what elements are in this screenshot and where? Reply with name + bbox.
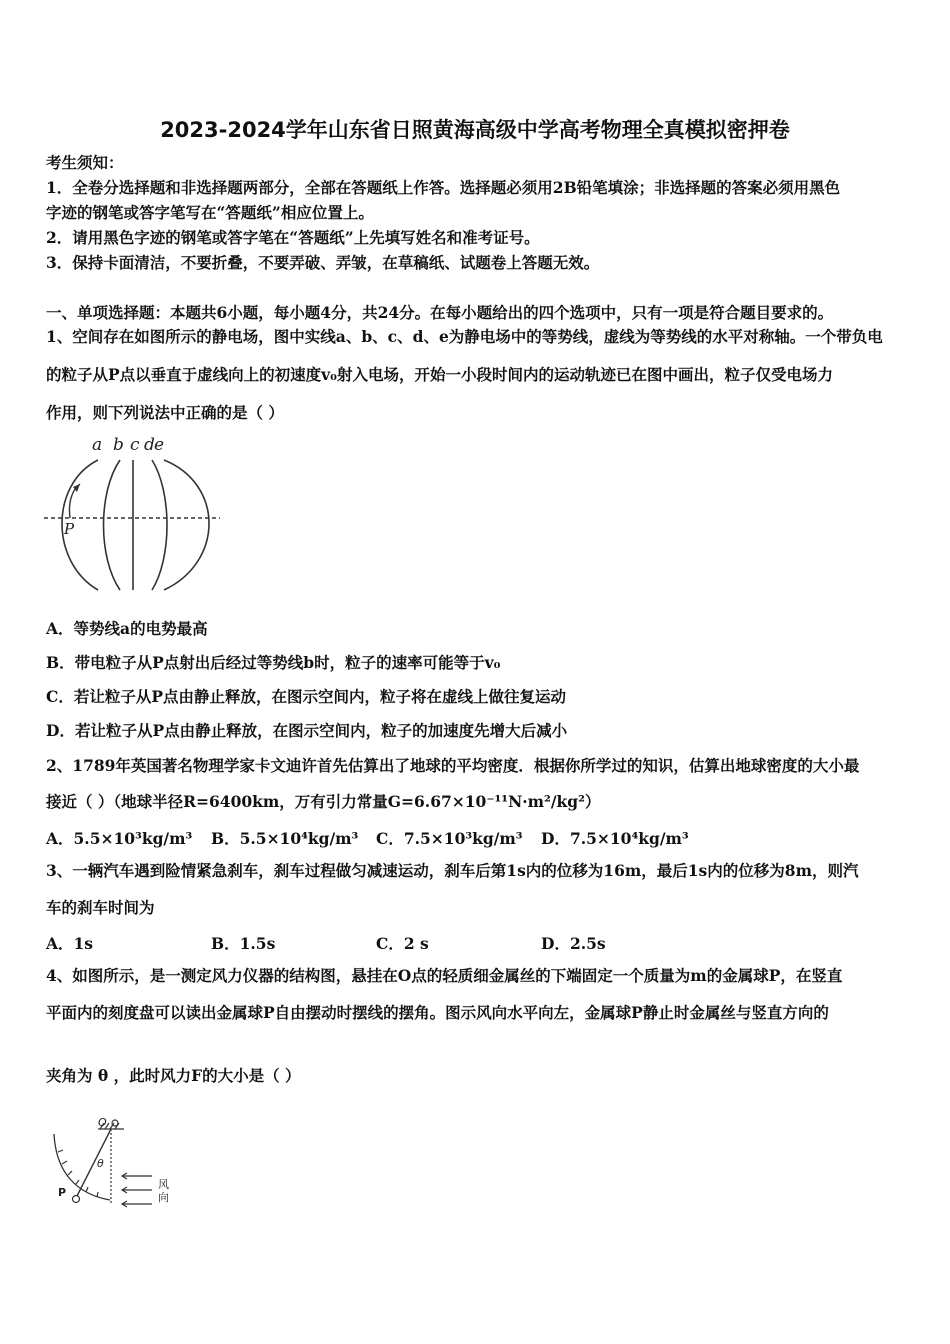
section-heading: 一、单项选择题：本题共6小题，每小题4分，共24分。在每小题给出的四个选项中，只有一项是符合题目要求的。 <box>46 303 834 322</box>
q3-option: D．2.5s <box>541 934 606 953</box>
notice-heading: 考生须知： <box>46 153 124 172</box>
label-e: e <box>154 435 165 455</box>
label-o: O <box>98 1116 107 1129</box>
label-c: c <box>130 435 140 455</box>
q4-stem-line: 平面内的刻度盘可以读出金属球P自由摆动时摆线的摆角。图示风向水平向左，金属球P静止时金属丝与竖直方向的 <box>46 1003 829 1022</box>
q1-stem-line: 1、空间存在如图所示的静电场，图中实线a、b、c、d、e为静电场中的等势线，虚线为等势线的水平对称轴。一个带负电 <box>46 327 883 346</box>
q2-stem-line: 接近（ ）（地球半径R=6400km，万有引力常量G=6.67×10⁻¹¹N·m²/kg²） <box>46 792 601 811</box>
q4-stem-line: 夹角为 θ ，此时风力F的大小是（ ） <box>46 1066 301 1085</box>
pivot-o <box>112 1120 118 1126</box>
page-title: 2023-2024学年山东省日照黄海高级中学高考物理全真模拟密押卷 <box>160 118 790 142</box>
q1-option: B．带电粒子从P点射出后经过等势线b时，粒子的速率可能等于v₀ <box>46 653 501 672</box>
q3-option: B．1.5s <box>211 934 276 953</box>
label-wind: 风 <box>158 1178 169 1191</box>
q1-stem-line: 的粒子从P点以垂直于虚线向上的初速度v₀射入电场，开始一小段时间内的运动轨迹已在图中画出，粒子仅受电场力 <box>46 365 833 384</box>
label-theta: θ <box>97 1157 104 1170</box>
metal-wire <box>77 1129 111 1196</box>
equipotential-d <box>152 460 167 590</box>
q4-stem-line: 4、如图所示，是一测定风力仪器的结构图，悬挂在O点的轻质细金属丝的下端固定一个质量为m的金属球P，在竖直 <box>46 966 843 985</box>
q3-stem-line: 车的刹车时间为 <box>46 898 155 917</box>
q4-wind-figure <box>46 1112 186 1208</box>
q1-option: C．若让粒子从P点由静止释放，在图示空间内，粒子将在虚线上做往复运动 <box>46 687 566 706</box>
q3-stem-line: 3、一辆汽车遇到险情紧急刹车，刹车过程做匀减速运动，刹车后第1s内的位移为16m，最后1s内的位移为8m，则汽 <box>46 861 859 880</box>
notice-item: 3．保持卡面清洁，不要折叠，不要弄破、弄皱，在草稿纸、试题卷上答题无效。 <box>46 253 600 272</box>
equipotential-b <box>104 460 121 590</box>
q3-option: C．2 s <box>376 934 429 953</box>
q2-option: A．5.5×10³kg/m³ <box>46 829 193 848</box>
q2-stem-line: 2、1789年英国著名物理学家卡文迪许首先估算出了地球的平均密度．根据你所学过的知识，估算出地球密度的大小最 <box>46 756 860 775</box>
q3-option: A．1s <box>46 934 94 953</box>
q2-option: C．7.5×10³kg/m³ <box>376 829 523 848</box>
label-a: a <box>92 435 103 455</box>
q1-field-figure <box>40 432 230 600</box>
notice-item: 1．全卷分选择题和非选择题两部分，全部在答题纸上作答。选择题必须用2B铅笔填涂；非选择题的答案必须用黑色 <box>46 178 841 197</box>
q2-option: D．7.5×10⁴kg/m³ <box>541 829 689 848</box>
label-d: d <box>144 435 155 455</box>
q2-option: B．5.5×10⁴kg/m³ <box>211 829 359 848</box>
label-direction: 向 <box>158 1191 169 1204</box>
q1-stem-line: 作用，则下列说法中正确的是（ ） <box>46 403 284 422</box>
notice-item: 字迹的钢笔或答字笔写在“答题纸”相应位置上。 <box>46 203 374 222</box>
label-p: P <box>58 1186 67 1199</box>
label-b: b <box>113 435 124 455</box>
q1-option: D．若让粒子从P点由静止释放，在图示空间内，粒子的加速度先增大后减小 <box>46 721 568 740</box>
q1-option: A．等势线a的电势最高 <box>46 619 208 638</box>
label-p: P <box>64 520 75 538</box>
notice-item: 2．请用黑色字迹的钢笔或答字笔在“答题纸”上先填写姓名和准考证号。 <box>46 228 540 247</box>
equipotential-e <box>164 460 209 590</box>
metal-ball <box>73 1196 80 1203</box>
